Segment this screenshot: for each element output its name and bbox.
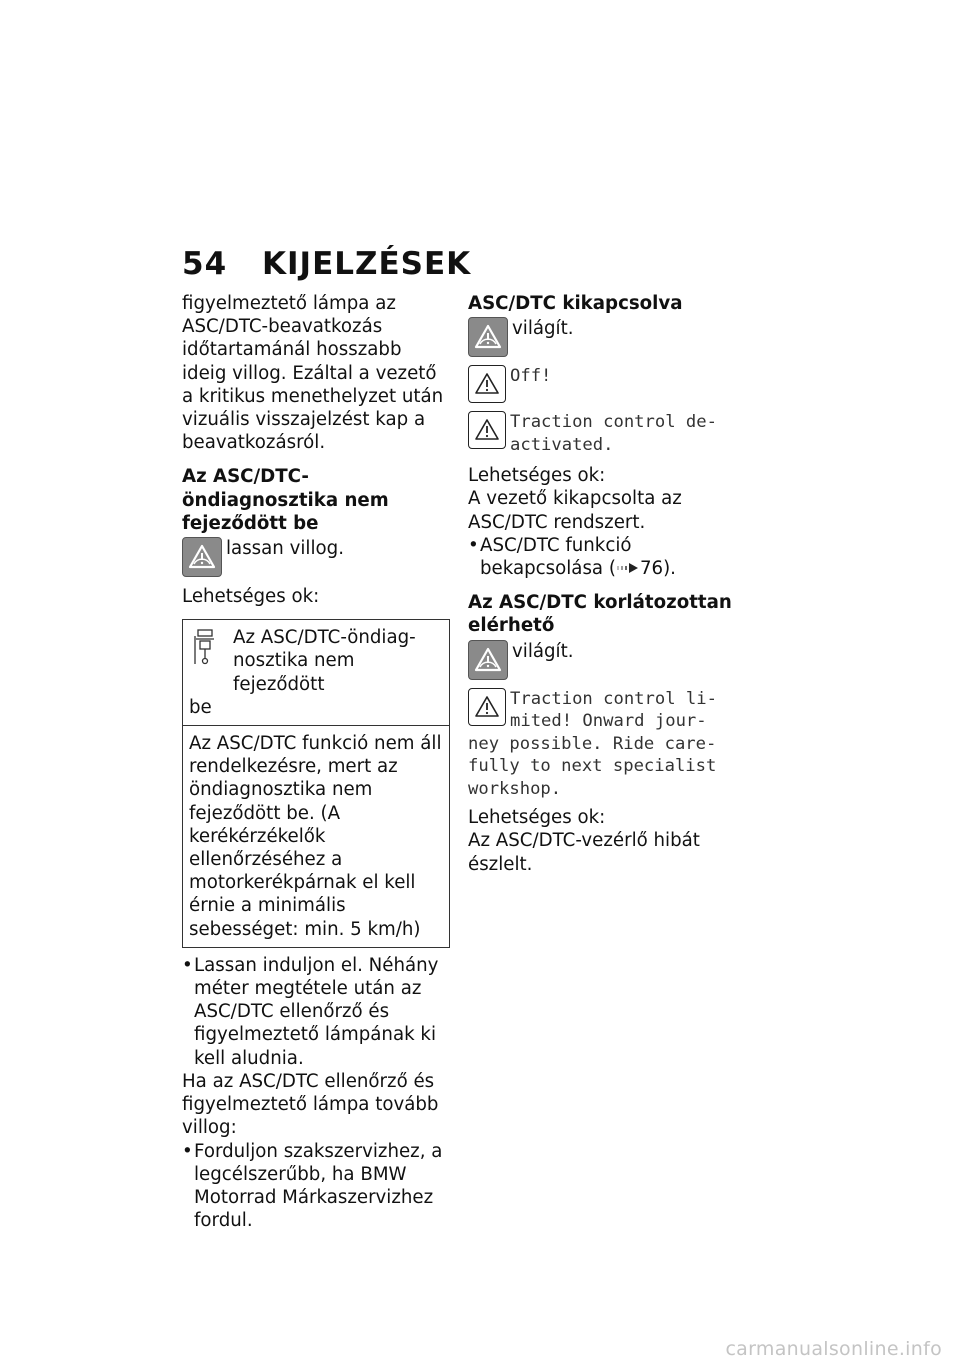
left-column (182, 292, 450, 1232)
bullet-enable-text: ASC/DTC funkció bekapcsolása ( (480, 534, 632, 580)
right-column (468, 292, 740, 876)
display-text-limited-2: mited! Onward jour- (510, 711, 707, 732)
page-reference-arrow-icon (616, 561, 640, 575)
watermark: carmanualsonline.info (725, 1338, 942, 1360)
general-warning-icon (468, 688, 506, 726)
cause-controller-fault: Az ASC/DTC-vezérlő hibát észlelt. (468, 830, 700, 875)
section-heading-self-diagnosis: Az ASC/DTC-öndiagnosztika nem fejeződött be (182, 466, 389, 534)
display-text-limited-1: Traction control li- (510, 688, 717, 709)
display-text-deactivated-2: activated. (510, 434, 614, 455)
lamp-status-text: lassan villog. (226, 538, 344, 560)
asc-warning-lamp-icon (468, 317, 508, 357)
possible-cause-label: Lehetséges ok: (182, 586, 320, 608)
bullet-enable-asc (468, 534, 740, 580)
display-text-deactivated-1: Traction control de- (510, 412, 717, 433)
display-text-off: Off! (510, 366, 552, 387)
bullet-start-slowly: • Lassan induljon el. Néhány méter megtétele után az ASC/DTC ellenőrző és figyelmeztető lámpának ki kell aludnia. (182, 954, 450, 1070)
display-block-limited (468, 688, 740, 801)
asc-warning-lamp-icon (182, 537, 222, 577)
display-row-deactivated (468, 411, 740, 456)
display-row-off (468, 365, 740, 403)
lamp-status-text: világít. (512, 640, 574, 662)
service-tool-icon (189, 626, 233, 696)
lamp-row-slow-blink (182, 537, 450, 577)
display-row-limited (468, 688, 740, 733)
after-bullet-text: Ha az ASC/DTC ellenőrző és figyelmeztető lámpa tovább villog: (182, 1070, 439, 1139)
page-number: 54 (182, 246, 228, 282)
cause-driver-disabled: A vezető kikapcsolta az ASC/DTC rendszert. (468, 488, 682, 533)
diagnosis-table-body: Az ASC/DTC funkció nem áll rendelkezésre, mert az öndiagnosztika nem fejeződött be. (A kerékérzékelők ellenőrzéséhez a motorkerékpárnak el kell érnie a minimális sebességet: min. 5 km/h) (183, 725, 449, 947)
general-warning-icon (468, 411, 506, 449)
lamp-status-text: világít. (512, 318, 574, 340)
possible-cause-label-2: Lehetséges ok: (468, 807, 606, 829)
diagnosis-table-header (183, 620, 449, 725)
display-text-limited-3: ney possible. Ride care- (468, 733, 717, 754)
section-heading-limited: Az ASC/DTC korlátozottan elérhető (468, 592, 732, 637)
diagnosis-table (182, 619, 450, 948)
intro-paragraph: figyelmeztető lámpa az ASC/DTC-beavatkozás időtartamánál hosszabb ideig villog. Ezáltal a vezető a kritikus menethelyzet után vizuális visszajelzést kap a beavatkozásról. (182, 293, 444, 454)
lamp-row-asc-off (468, 317, 740, 357)
possible-cause-label: Lehetséges ok: (468, 465, 606, 487)
display-text-limited-5: workshop. (468, 778, 562, 799)
general-warning-icon (468, 365, 506, 403)
page-title: KIJELZÉSEK (262, 246, 472, 282)
table-title-line3: be (189, 696, 212, 718)
lamp-row-limited (468, 640, 740, 680)
page-reference: 76). (639, 558, 676, 580)
asc-warning-lamp-icon (468, 640, 508, 680)
section-heading-asc-off: ASC/DTC kikapcsolva (468, 293, 683, 314)
table-title-line1: Az ASC/DTC-öndiag- (233, 627, 416, 649)
page-header (182, 246, 471, 282)
display-text-limited-4: fully to next specialist (468, 756, 717, 777)
bullet-contact-service: • Forduljon szakszervizhez, a legcélszerűbb, ha BMW Motorrad Márkaszervizhez fordul. (182, 1140, 450, 1233)
table-title-line2: nosztika nem fejeződött (233, 650, 355, 695)
